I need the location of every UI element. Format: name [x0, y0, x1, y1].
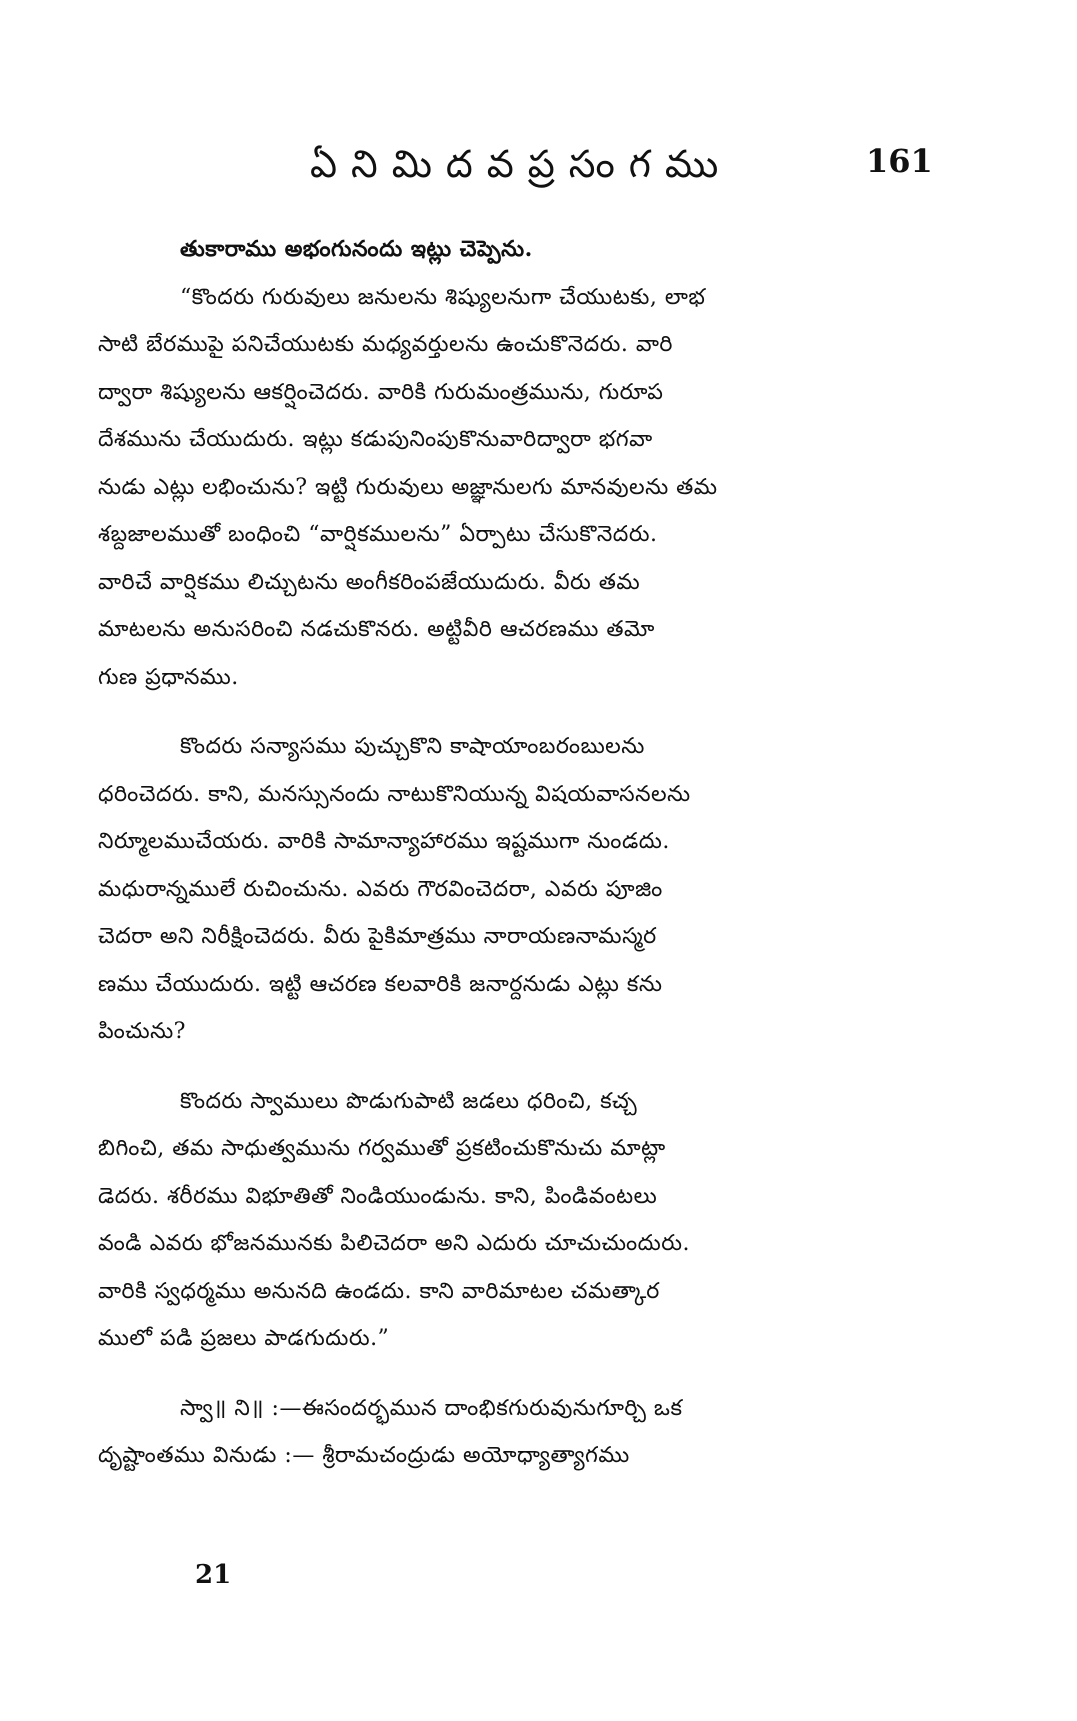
paragraph-spacer	[98, 1056, 944, 1078]
paragraph-5-line-1: స్వా॥ ని॥ :—ఈసందర్భమున దాంభికగురువునుగూర్చి ఒక	[180, 1395, 683, 1421]
paragraph-2-line-5: నుడు ఎట్లు లభించును? ఇట్టి గురువులు అజ్ఞానులగు మానవులను తమ	[98, 474, 718, 500]
paragraph-2-line-3: ద్వారా శిష్యులను ఆకర్షించెదరు. వారికి గురుమంత్రమును, గురూప	[98, 379, 664, 405]
paragraph-4-line-3: డెదరు. శరీరము విభూతితో నిండియుండును. కాని, పిండివంటలు	[98, 1183, 658, 1209]
signature-mark: 21	[195, 1560, 232, 1590]
paragraph-spacer	[98, 1363, 944, 1385]
paragraph-5-line-2: దృష్టాంతము వినుడు :— శ్రీరామచంద్రుడు అయోధ్యాత్యాగము	[98, 1443, 630, 1468]
paragraph-3-line-5: చెదరా అని నిరీక్షించెదరు. వీరు పైకిమాత్రము నారాయణనామస్మర	[98, 924, 657, 949]
paragraph-2-line-9: గుణ ప్రధానము.	[98, 664, 239, 690]
paragraph-2-line-1: “కొందరు గురువులు జనులను శిష్యులనుగా చేయుటకు, లాభ	[180, 284, 706, 310]
paragraph-2-line-8: మాటలను అనుసరించి నడచుకొనరు. అట్టివీరి ఆచరణము తమో	[98, 617, 655, 642]
paragraph-4-line-4: వండి ఎవరు భోజనమునకు పిలిచెదరా అని ఎదురు చూచుచుందురు.	[98, 1231, 690, 1256]
paragraph-4-line-2: బిగించి, తమ సాధుత్వమును గర్వముతో ప్రకటించుకొనుచు మాట్లా	[98, 1136, 666, 1161]
page-number: 161	[866, 142, 933, 180]
paragraph-3-line-1: కొందరు సన్యాసము పుచ్చుకొని కాషాయాంబరంబులను	[180, 734, 645, 759]
chapter-title: ఏనిమిదవప్రసంగము	[310, 142, 733, 186]
paragraph-2-line-4: దేశమును చేయుదురు. ఇట్లు కడుపునింపుకొనువారిద్వారా భగవా	[98, 427, 653, 452]
paragraph-2-line-2: సాటి బేరముపై పనిచేయుటకు మధ్యవర్తులను ఉంచుకొనెదరు. వారి	[98, 332, 673, 357]
paragraph-4-line-1: కొందరు స్వాములు పొడుగుపాటి జడలు ధరించి, కచ్చ	[180, 1088, 638, 1114]
paragraph-3-line-6: ణము చేయుదురు. ఇట్టి ఆచరణ కలవారికి జనార్దనుడు ఎట్లు కను	[98, 971, 663, 997]
paragraph-3-line-3: నిర్మూలముచేయరు. వారికి సామాన్యాహారము ఇష్టముగా నుండదు.	[98, 829, 670, 854]
running-head	[0, 142, 1077, 202]
paragraph-spacer	[98, 701, 944, 723]
paragraph-2-line-6: శబ్దజాలముతో బంధించి “వార్షికములను” ఏర్పాటు చేసుకొనెదరు.	[98, 522, 658, 547]
paragraph-1-line-1: తుకారాము అభంగునందు ఇట్లు చెప్పెను.	[180, 236, 533, 262]
paragraph-4-line-5: వారికి స్వధర్మము అనునది ఉండదు. కాని వారిమాటల చమత్కార	[98, 1278, 660, 1304]
paragraph-3-line-7: పించును?	[98, 1019, 186, 1044]
paragraph-3-line-4: మధురాన్నములే రుచించును. ఎవరు గౌరవించెదరా, ఎవరు పూజిం	[98, 876, 663, 902]
body-text	[98, 226, 944, 1480]
paragraph-3-line-2: ధరించెదరు. కాని, మనస్సునందు నాటుకొనియున్న విషయవాసనలను	[98, 781, 691, 807]
paragraph-4-line-6: ములో పడి ప్రజలు పాడగుదురు.”	[98, 1326, 390, 1351]
paragraph-2-line-7: వారిచే వార్షికము లిచ్చుటను అంగీకరింపజేయుదురు. వీరు తమ	[98, 569, 641, 595]
